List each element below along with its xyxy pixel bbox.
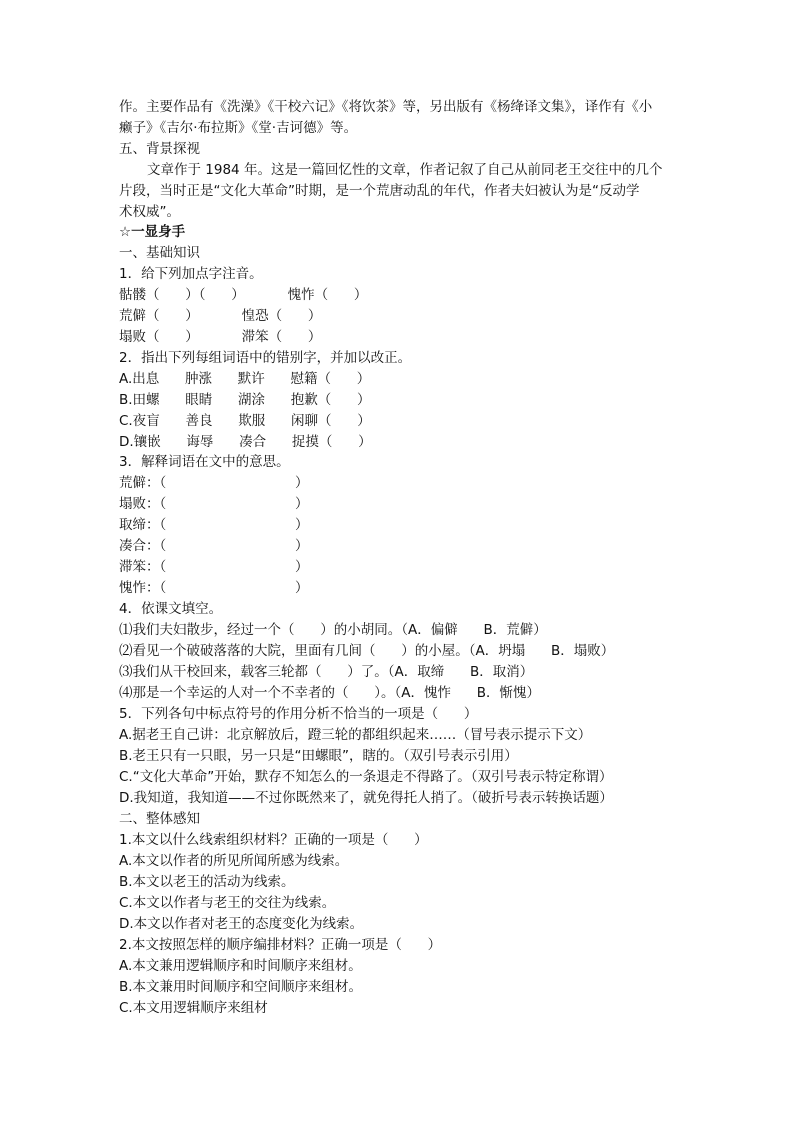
question: 2.本文按照怎样的顺序编排材料？正确一项是（ ） bbox=[119, 937, 442, 953]
text-line: 术权威”。 bbox=[119, 204, 180, 220]
question-item: B.本文以老王的活动为线索。 bbox=[119, 874, 295, 890]
question: 1.本文以什么线索组织材料？正确的一项是（ ） bbox=[119, 832, 428, 848]
question-item: 塌败（ ） 滞笨（ ） bbox=[119, 329, 322, 345]
question-item: B.本文兼用时间顺序和空间顺序来组材。 bbox=[119, 979, 363, 995]
question-item: A.据老王自己讲：北京解放后，蹬三轮的都组织起来……（冒号表示提示下文） bbox=[119, 727, 592, 743]
question-item: ⑵看见一个破破落落的大院，里面有几间（ ）的小屋。（A．坍塌 B．塌败） bbox=[119, 643, 615, 659]
question-item: 骷髅（ ）（ ） 愧怍（ ） bbox=[119, 287, 368, 303]
question-item: ⑷那是一个幸运的人对一个不幸者的（ ）。（A．愧怍 B．惭愧） bbox=[119, 685, 540, 701]
text-line: 片段，当时正是“文化大革命”时期，是一个荒唐动乱的年代，作者夫妇被认为是“反动学 bbox=[119, 183, 640, 199]
question-item: B.老王只有一只眼，另一只是“田螺眼”，瞎的。（双引号表示引用） bbox=[119, 748, 518, 764]
section-heading: ☆一显身手 bbox=[119, 224, 186, 240]
question-item: 滞笨：（ ） bbox=[119, 559, 309, 575]
question-item: ⑶我们从干校回来，载客三轮都（ ）了。（A．取缔 B．取消） bbox=[119, 664, 534, 680]
question: 4．依课文填空。 bbox=[119, 601, 223, 617]
question-item: 荒僻（ ） 惶恐（ ） bbox=[119, 308, 322, 324]
question: 5．下列各句中标点符号的作用分析不恰当的一项是（ ） bbox=[119, 706, 478, 722]
question-item: D.我知道，我知道——不过你既然来了，就免得托人捎了。（破折号表示转换话题） bbox=[119, 790, 613, 806]
question-item: D.本文以作者对老王的态度变化为线索。 bbox=[119, 916, 364, 932]
question: 1．给下列加点字注音。 bbox=[119, 266, 263, 282]
question-item: A.本文兼用逻辑顺序和时间顺序来组材。 bbox=[119, 958, 362, 974]
question-item: 凑合：（ ） bbox=[119, 538, 309, 554]
question-item: ⑴我们夫妇散步，经过一个（ ）的小胡同。（A．偏僻 B．荒僻） bbox=[119, 622, 547, 638]
question-item: A.出息 肿涨 默许 慰籍（ ） bbox=[119, 371, 371, 387]
question: 3．解释词语在文中的意思。 bbox=[119, 454, 290, 470]
question-item: 塌败：（ ） bbox=[119, 496, 309, 512]
section-heading: 二、整体感知 bbox=[119, 811, 200, 827]
text-line: 文章作于 1984 年。这是一篇回忆性的文章，作者记叙了自己从前同老王交往中的几个 bbox=[147, 162, 663, 178]
text-line: 癞子》《吉尔·布拉斯》《堂·吉诃德》等。 bbox=[119, 120, 358, 136]
question-item: 取缔：（ ） bbox=[119, 517, 309, 533]
question: 2．指出下列每组词语中的错别字，并加以改正。 bbox=[119, 350, 412, 366]
question-item: 荒僻：（ ） bbox=[119, 475, 309, 491]
question-item: A.本文以作者的所见所闻所感为线索。 bbox=[119, 853, 349, 869]
section-heading: 一、基础知识 bbox=[119, 245, 200, 261]
question-item: D.镶嵌 诲辱 凑合 捉摸（ ） bbox=[119, 434, 372, 450]
question-item: B.田螺 眼睛 湖涂 抱歉（ ） bbox=[119, 392, 371, 408]
question-item: 愧怍：（ ） bbox=[119, 580, 309, 596]
question-item: C.夜盲 善良 欺服 闲聊（ ） bbox=[119, 413, 371, 429]
text-line: 作。主要作品有《洗澡》《干校六记》《将饮茶》等，另出版有《杨绛译文集》，译作有《小 bbox=[119, 99, 653, 115]
question-item: C.“文化大革命”开始，默存不知怎么的一条退走不得路了。（双引号表示特定称谓） bbox=[119, 769, 613, 785]
question-item: C.本文用逻辑顺序来组材 bbox=[119, 1000, 268, 1016]
section-heading: 五、背景探视 bbox=[119, 141, 200, 157]
question-item: C.本文以作者与老王的交往为线索。 bbox=[119, 895, 336, 911]
